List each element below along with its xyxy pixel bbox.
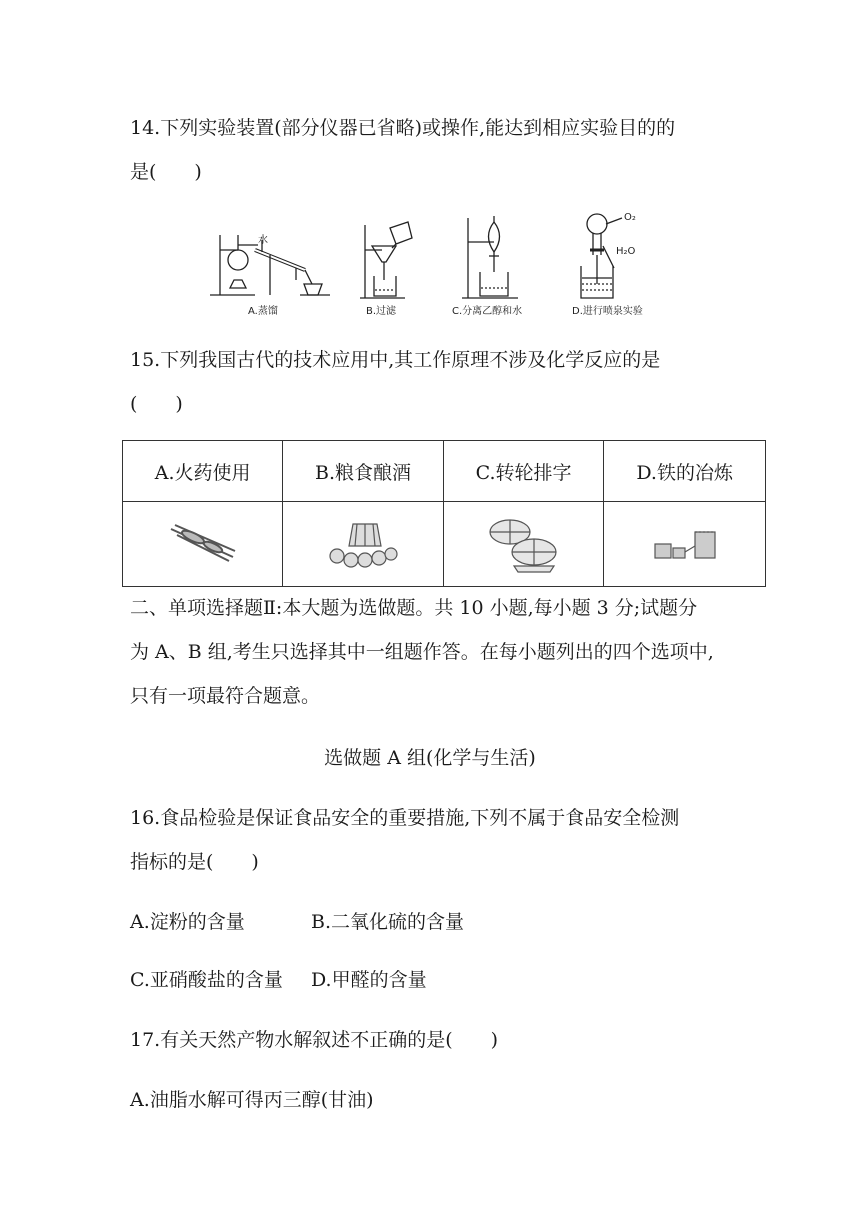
o2-label: O₂: [624, 212, 636, 223]
section-heading-line1: 二、单项选择题Ⅱ:本大题为选做题。共 10 小题,每小题 3 分;试题分: [130, 597, 698, 619]
q15-option-b: B.粮食酿酒: [283, 441, 444, 502]
q14-apparatus-figure: [200, 210, 670, 325]
filtration-apparatus: [360, 222, 412, 298]
section-heading-line2: 为 A、B 组,考生只选择其中一组题作答。在每小题列出的四个选项中,: [130, 641, 714, 663]
q15-stem-line1: 15.下列我国古代的技术应用中,其工作原理不涉及化学反应的是: [130, 349, 661, 371]
iron-smelting-icon: [645, 522, 725, 566]
q16-stem-line1: 16.食品检验是保证食品安全的重要措施,下列不属于食品安全检测: [130, 807, 680, 829]
q16-option-d: D.甲醛的含量: [311, 969, 427, 991]
option-c-caption: C.分离乙醇和水: [452, 306, 523, 317]
q16-stem-line2: 指标的是( ): [130, 851, 259, 873]
distillation-apparatus: [210, 235, 330, 295]
wine-brewing-icon: [323, 516, 403, 572]
gunpowder-rocket-icon: [163, 519, 243, 569]
q15-option-a: A.火药使用: [123, 441, 283, 502]
q14-stem-line2: 是( ): [130, 161, 202, 183]
rotating-type-wheel-icon: [484, 514, 564, 574]
option-b-caption: B.过滤: [366, 306, 397, 317]
q15-picture-a: [123, 502, 283, 587]
q15-option-d: D.铁的冶炼: [604, 441, 766, 502]
separatory-funnel: [462, 216, 518, 298]
option-d-caption: D.进行喷泉实验: [572, 306, 643, 317]
q15-picture-b: [283, 502, 444, 587]
q16-option-c: C.亚硝酸盐的含量: [130, 969, 283, 991]
q15-options-table: [122, 440, 766, 587]
q16-option-b: B.二氧化硫的含量: [311, 911, 465, 933]
q15-picture-d: [604, 502, 766, 587]
q17-stem: 17.有关天然产物水解叙述不正确的是( ): [130, 1029, 499, 1051]
q15-picture-c: [443, 502, 603, 587]
q15-option-c: C.转轮排字: [443, 441, 603, 502]
q16-options-row1: [130, 910, 464, 934]
q14-stem-line1: 14.下列实验装置(部分仪器已省略)或操作,能达到相应实验目的的: [130, 117, 676, 139]
q15-stem-line2: ( ): [130, 393, 183, 415]
h2o-label: H₂O: [616, 246, 636, 257]
q16-option-a: A.淀粉的含量: [130, 911, 245, 933]
q17-option-a: A.油脂水解可得丙三醇(甘油): [130, 1089, 374, 1111]
water-label: 水: [258, 235, 268, 246]
option-a-caption: A.蒸馏: [248, 306, 278, 317]
section-heading-line3: 只有一项最符合题意。: [130, 685, 321, 707]
q16-options-row2: [130, 968, 427, 992]
group-a-title: 选做题 A 组(化学与生活): [324, 747, 536, 769]
